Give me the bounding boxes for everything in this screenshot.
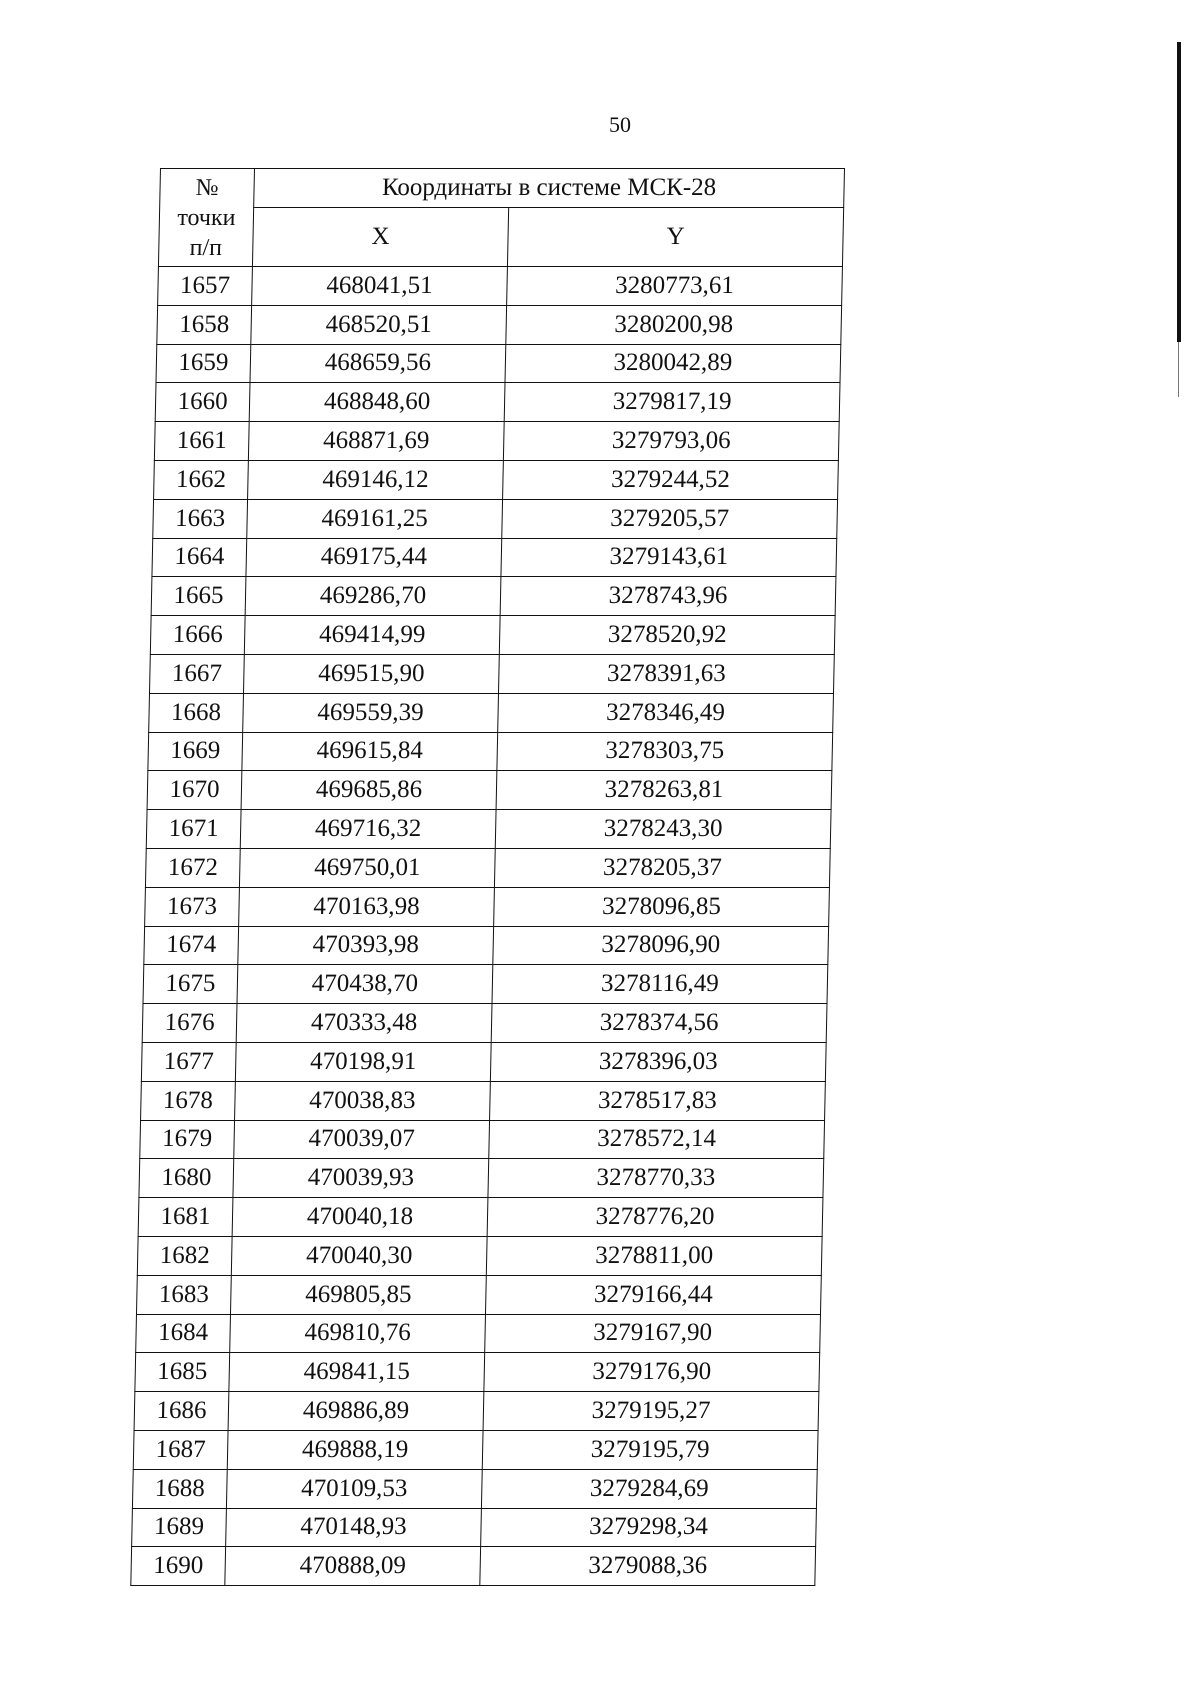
y-coordinate-cell: 3279284,69: [481, 1469, 817, 1508]
x-coordinate-cell: 468659,56: [250, 344, 506, 383]
x-coordinate-cell: 470163,98: [239, 887, 495, 926]
point-number-cell: 1683: [136, 1275, 231, 1314]
point-number-cell: 1665: [151, 577, 246, 616]
table-row: [141, 1042, 826, 1081]
table-body: [131, 267, 843, 1586]
table-row: [145, 887, 830, 926]
table-row: [150, 616, 835, 655]
x-coordinate-cell: 469888,19: [227, 1430, 483, 1469]
point-number-cell: 1670: [147, 771, 242, 810]
x-coordinate-cell: 470038,83: [235, 1081, 491, 1120]
y-coordinate-cell: 3278520,92: [499, 616, 835, 655]
table-row: [148, 732, 833, 771]
point-number-cell: 1668: [149, 693, 244, 732]
x-coordinate-cell: 469685,86: [241, 771, 497, 810]
table-row: [155, 383, 840, 422]
header-x: X: [252, 208, 508, 267]
x-coordinate-cell: 470039,93: [233, 1159, 489, 1198]
table-row: [152, 538, 837, 577]
table-row: [154, 422, 839, 461]
table-row: [132, 1469, 817, 1508]
y-coordinate-cell: 3278572,14: [489, 1120, 825, 1159]
x-coordinate-cell: 468848,60: [249, 383, 505, 422]
header-point-number: [158, 169, 254, 267]
point-number-cell: 1679: [140, 1120, 235, 1159]
point-number-cell: 1669: [148, 732, 243, 771]
table-row: [143, 965, 828, 1004]
x-coordinate-cell: 470888,09: [225, 1547, 481, 1586]
table-row: [149, 654, 834, 693]
x-coordinate-cell: 470040,30: [231, 1236, 487, 1275]
y-coordinate-cell: 3278205,37: [494, 848, 830, 887]
y-coordinate-cell: 3280200,98: [506, 305, 842, 344]
table-row: [151, 577, 836, 616]
y-coordinate-cell: 3280773,61: [507, 267, 843, 306]
point-number-cell: 1685: [135, 1353, 230, 1392]
x-coordinate-cell: 469146,12: [248, 460, 504, 499]
table-row: [142, 1004, 827, 1043]
header-number-line-3: п/п: [189, 234, 223, 261]
x-coordinate-cell: 469559,39: [243, 693, 499, 732]
y-coordinate-cell: 3278346,49: [498, 693, 834, 732]
y-coordinate-cell: 3278116,49: [492, 965, 828, 1004]
header-y: Y: [507, 208, 843, 267]
table-row: [145, 848, 830, 887]
table-row: [134, 1392, 819, 1431]
y-coordinate-cell: 3279817,19: [504, 383, 840, 422]
page-number: 50: [609, 112, 631, 137]
x-coordinate-cell: 470040,18: [232, 1198, 488, 1237]
table-row: [132, 1508, 817, 1547]
y-coordinate-cell: 3279176,90: [484, 1353, 820, 1392]
point-number-cell: 1687: [133, 1430, 228, 1469]
point-number-cell: 1659: [156, 344, 251, 383]
table-row: [135, 1353, 820, 1392]
table-row: [153, 499, 838, 538]
y-coordinate-cell: 3280042,89: [505, 344, 841, 383]
y-coordinate-cell: 3279167,90: [485, 1314, 821, 1353]
y-coordinate-cell: 3279298,34: [481, 1508, 817, 1547]
y-coordinate-cell: 3278243,30: [495, 810, 831, 849]
point-number-cell: 1675: [143, 965, 238, 1004]
table-row: [136, 1275, 821, 1314]
point-number-cell: 1666: [150, 616, 245, 655]
y-coordinate-cell: 3278303,75: [497, 732, 833, 771]
y-coordinate-cell: 3278396,03: [490, 1042, 826, 1081]
y-coordinate-cell: 3278517,83: [490, 1081, 826, 1120]
point-number-cell: 1684: [136, 1314, 231, 1353]
y-coordinate-cell: 3278391,63: [498, 654, 834, 693]
point-number-cell: 1674: [144, 926, 239, 965]
table-row: [146, 810, 831, 849]
point-number-cell: 1678: [141, 1081, 236, 1120]
y-coordinate-cell: 3279793,06: [503, 422, 839, 461]
point-number-cell: 1677: [141, 1042, 236, 1081]
header-number-line-1: №: [195, 174, 219, 201]
table-row: [141, 1081, 826, 1120]
point-number-cell: 1673: [145, 887, 240, 926]
y-coordinate-cell: 3279088,36: [480, 1547, 816, 1586]
x-coordinate-cell: 470393,98: [238, 926, 494, 965]
y-coordinate-cell: 3278776,20: [487, 1198, 823, 1237]
x-coordinate-cell: 469810,76: [230, 1314, 486, 1353]
y-coordinate-cell: 3278096,90: [493, 926, 829, 965]
x-coordinate-cell: 469841,15: [229, 1353, 485, 1392]
y-coordinate-cell: 3278374,56: [491, 1004, 827, 1043]
y-coordinate-cell: 3278743,96: [500, 577, 836, 616]
table-row: [137, 1236, 822, 1275]
x-coordinate-cell: 470438,70: [237, 965, 493, 1004]
table-row: [156, 344, 841, 383]
table-row: [133, 1430, 818, 1469]
table-row: [140, 1120, 825, 1159]
table-row: [131, 1547, 816, 1586]
y-coordinate-cell: 3279205,57: [502, 499, 838, 538]
x-coordinate-cell: 468871,69: [248, 422, 504, 461]
y-coordinate-cell: 3279143,61: [501, 538, 837, 577]
table-row: [147, 771, 832, 810]
point-number-cell: 1672: [145, 848, 240, 887]
point-number-cell: 1689: [132, 1508, 227, 1547]
x-coordinate-cell: 469750,01: [239, 848, 495, 887]
x-coordinate-cell: 469615,84: [242, 732, 498, 771]
table-row: [138, 1198, 823, 1237]
point-number-cell: 1658: [157, 305, 252, 344]
point-number-cell: 1657: [158, 267, 253, 306]
x-coordinate-cell: 468041,51: [252, 267, 508, 306]
x-coordinate-cell: 469515,90: [243, 654, 499, 693]
y-coordinate-cell: 3278096,85: [494, 887, 830, 926]
x-coordinate-cell: 470198,91: [235, 1042, 491, 1081]
table-header-row-1: [160, 169, 845, 208]
table-row: [158, 267, 843, 306]
point-number-cell: 1664: [152, 538, 247, 577]
x-coordinate-cell: 470148,93: [226, 1508, 482, 1547]
table-row: [139, 1159, 824, 1198]
x-coordinate-cell: 469886,89: [228, 1392, 484, 1431]
point-number-cell: 1688: [132, 1469, 227, 1508]
point-number-cell: 1660: [155, 383, 250, 422]
table-row: [154, 460, 839, 499]
point-number-cell: 1671: [146, 810, 241, 849]
x-coordinate-cell: 469805,85: [230, 1275, 486, 1314]
point-number-cell: 1661: [154, 422, 249, 461]
x-coordinate-cell: 470109,53: [226, 1469, 482, 1508]
table-row: [144, 926, 829, 965]
point-number-cell: 1667: [149, 654, 244, 693]
y-coordinate-cell: 3278770,33: [488, 1159, 824, 1198]
x-coordinate-cell: 468520,51: [251, 305, 507, 344]
point-number-cell: 1682: [137, 1236, 232, 1275]
point-number-cell: 1662: [154, 460, 249, 499]
table-row: [149, 693, 834, 732]
x-coordinate-cell: 469286,70: [245, 577, 501, 616]
y-coordinate-cell: 3279166,44: [485, 1275, 821, 1314]
point-number-cell: 1680: [139, 1159, 234, 1198]
y-coordinate-cell: 3279195,79: [482, 1430, 818, 1469]
table-row: [157, 305, 842, 344]
x-coordinate-cell: 469414,99: [244, 616, 500, 655]
table-row: [136, 1314, 821, 1353]
coordinates-table: [130, 168, 845, 1586]
header-coordinate-system: Координаты в системе МСК-28: [254, 169, 845, 208]
point-number-cell: 1663: [153, 499, 248, 538]
header-number-line-2: точки: [177, 204, 236, 231]
x-coordinate-cell: 469716,32: [240, 810, 496, 849]
y-coordinate-cell: 3278263,81: [496, 771, 832, 810]
x-coordinate-cell: 469161,25: [247, 499, 503, 538]
table-header-row-2: [158, 208, 843, 267]
scan-edge-mark: [1177, 42, 1181, 342]
x-coordinate-cell: 470039,07: [234, 1120, 490, 1159]
x-coordinate-cell: 470333,48: [236, 1004, 492, 1043]
y-coordinate-cell: 3279244,52: [503, 460, 839, 499]
point-number-cell: 1686: [134, 1392, 229, 1431]
y-coordinate-cell: 3279195,27: [483, 1392, 819, 1431]
point-number-cell: 1690: [131, 1547, 226, 1586]
point-number-cell: 1676: [142, 1004, 237, 1043]
point-number-cell: 1681: [138, 1198, 233, 1237]
x-coordinate-cell: 469175,44: [246, 538, 502, 577]
scan-edge-mark-thin: [1178, 342, 1179, 397]
y-coordinate-cell: 3278811,00: [486, 1236, 822, 1275]
